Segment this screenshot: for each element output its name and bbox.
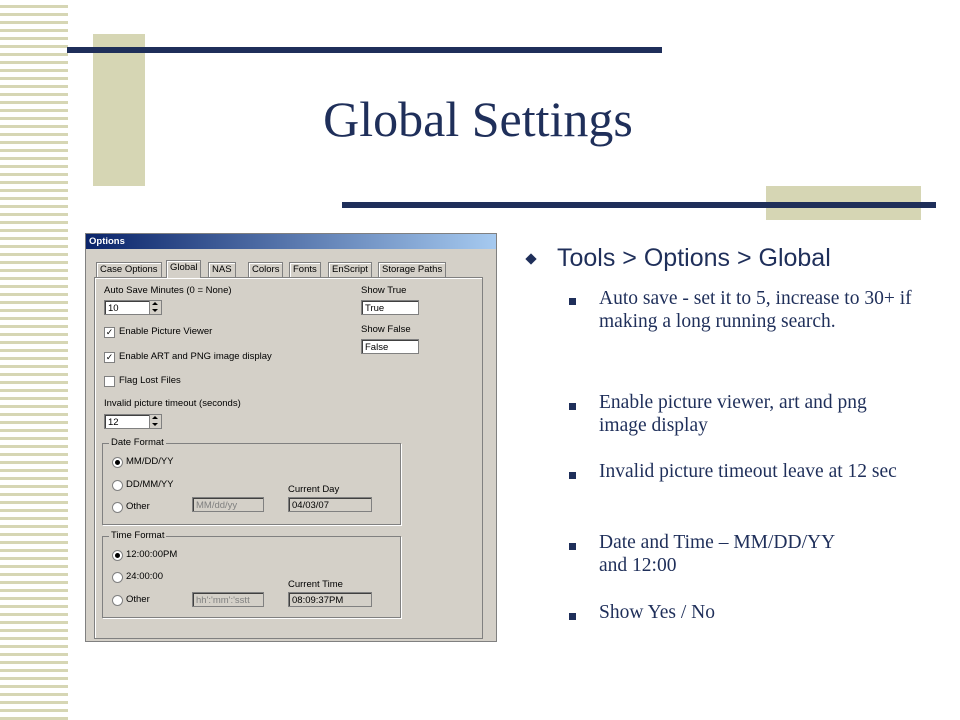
- spin-arrows-icon[interactable]: [149, 301, 161, 314]
- enable-art-png-label: Enable ART and PNG image display: [119, 351, 272, 362]
- date-format-title: Date Format: [111, 437, 164, 448]
- timeout-value: 12: [108, 417, 119, 428]
- date-other-radio[interactable]: [112, 502, 123, 513]
- time-other-input[interactable]: hh':'mm':'sstt: [192, 592, 264, 607]
- square-bullet-icon: [569, 543, 576, 550]
- tab-fonts[interactable]: Fonts: [289, 262, 321, 277]
- square-bullet-icon: [569, 298, 576, 305]
- diamond-bullet-icon: [525, 253, 536, 264]
- global-tab-panel: [94, 277, 483, 639]
- time-12h-radio[interactable]: [112, 550, 123, 561]
- time-other-label: Other: [126, 594, 150, 605]
- tab-colors[interactable]: Colors: [248, 262, 283, 277]
- tab-enscript[interactable]: EnScript: [328, 262, 372, 277]
- time-other-radio[interactable]: [112, 595, 123, 606]
- date-mmddyy-radio[interactable]: [112, 457, 123, 468]
- auto-save-value: 10: [108, 303, 119, 314]
- square-bullet-icon: [569, 472, 576, 479]
- sub-bullet-2: Enable picture viewer, art and png image display: [599, 392, 867, 436]
- tab-nas[interactable]: NAS: [208, 262, 236, 277]
- date-mmddyy-label: MM/DD/YY: [126, 456, 174, 467]
- spin-arrows-icon[interactable]: [149, 415, 161, 428]
- date-other-label: Other: [126, 501, 150, 512]
- flag-lost-files-checkbox[interactable]: [104, 376, 115, 387]
- date-other-input[interactable]: MM/dd/yy: [192, 497, 264, 512]
- options-dialog: [85, 233, 497, 642]
- time-12h-label: 12:00:00PM: [126, 549, 178, 560]
- show-true-input[interactable]: True: [361, 300, 419, 315]
- square-bullet-icon: [569, 403, 576, 410]
- sub-bullet-3: Invalid picture timeout leave at 12 sec: [599, 461, 897, 482]
- time-24h-radio[interactable]: [112, 572, 123, 583]
- decorative-rule-top: [67, 47, 662, 53]
- sub-bullet-4: Date and Time – MM/DD/YY and 12:00: [599, 532, 835, 576]
- enable-art-png-checkbox[interactable]: ✓: [105, 352, 114, 362]
- sub-bullet-5: Show Yes / No: [599, 602, 715, 623]
- main-bullet-text: Tools > Options > Global: [557, 244, 831, 272]
- current-time-label: Current Time: [288, 579, 343, 590]
- date-format-group: [102, 437, 401, 525]
- timeout-stepper[interactable]: [104, 414, 162, 429]
- show-false-input[interactable]: False: [361, 339, 419, 354]
- square-bullet-icon: [569, 613, 576, 620]
- tab-global[interactable]: Global: [166, 260, 201, 278]
- timeout-label: Invalid picture timeout (seconds): [104, 398, 241, 409]
- current-day-value: 04/03/07: [288, 497, 372, 512]
- current-day-label: Current Day: [288, 484, 340, 495]
- sub-bullet-1: Auto save - set it to 5, increase to 30+ if making a long running search.: [599, 288, 912, 332]
- time-24h-label: 24:00:00: [126, 571, 163, 582]
- date-ddmmyy-radio[interactable]: [112, 480, 123, 491]
- show-true-label: Show True: [361, 285, 407, 296]
- time-format-title: Time Format: [111, 530, 165, 541]
- tab-storage-paths[interactable]: Storage Paths: [378, 262, 446, 277]
- slide-title-wrap: [0, 90, 960, 148]
- enable-picture-viewer-label: Enable Picture Viewer: [119, 326, 213, 337]
- auto-save-label: Auto Save Minutes (0 = None): [104, 285, 232, 296]
- flag-lost-files-label: Flag Lost Files: [119, 375, 181, 386]
- auto-save-stepper[interactable]: [104, 300, 162, 315]
- current-time-value: 08:09:37PM: [288, 592, 372, 607]
- time-format-group: [102, 530, 401, 618]
- tab-case-options[interactable]: Case Options: [96, 262, 162, 277]
- slide-title: Global Settings: [323, 91, 633, 147]
- enable-picture-viewer-checkbox[interactable]: ✓: [105, 327, 114, 337]
- decorative-rule-middle: [342, 202, 936, 208]
- date-ddmmyy-label: DD/MM/YY: [126, 479, 174, 490]
- dialog-titlebar[interactable]: Options: [86, 234, 496, 249]
- show-false-label: Show False: [361, 324, 411, 335]
